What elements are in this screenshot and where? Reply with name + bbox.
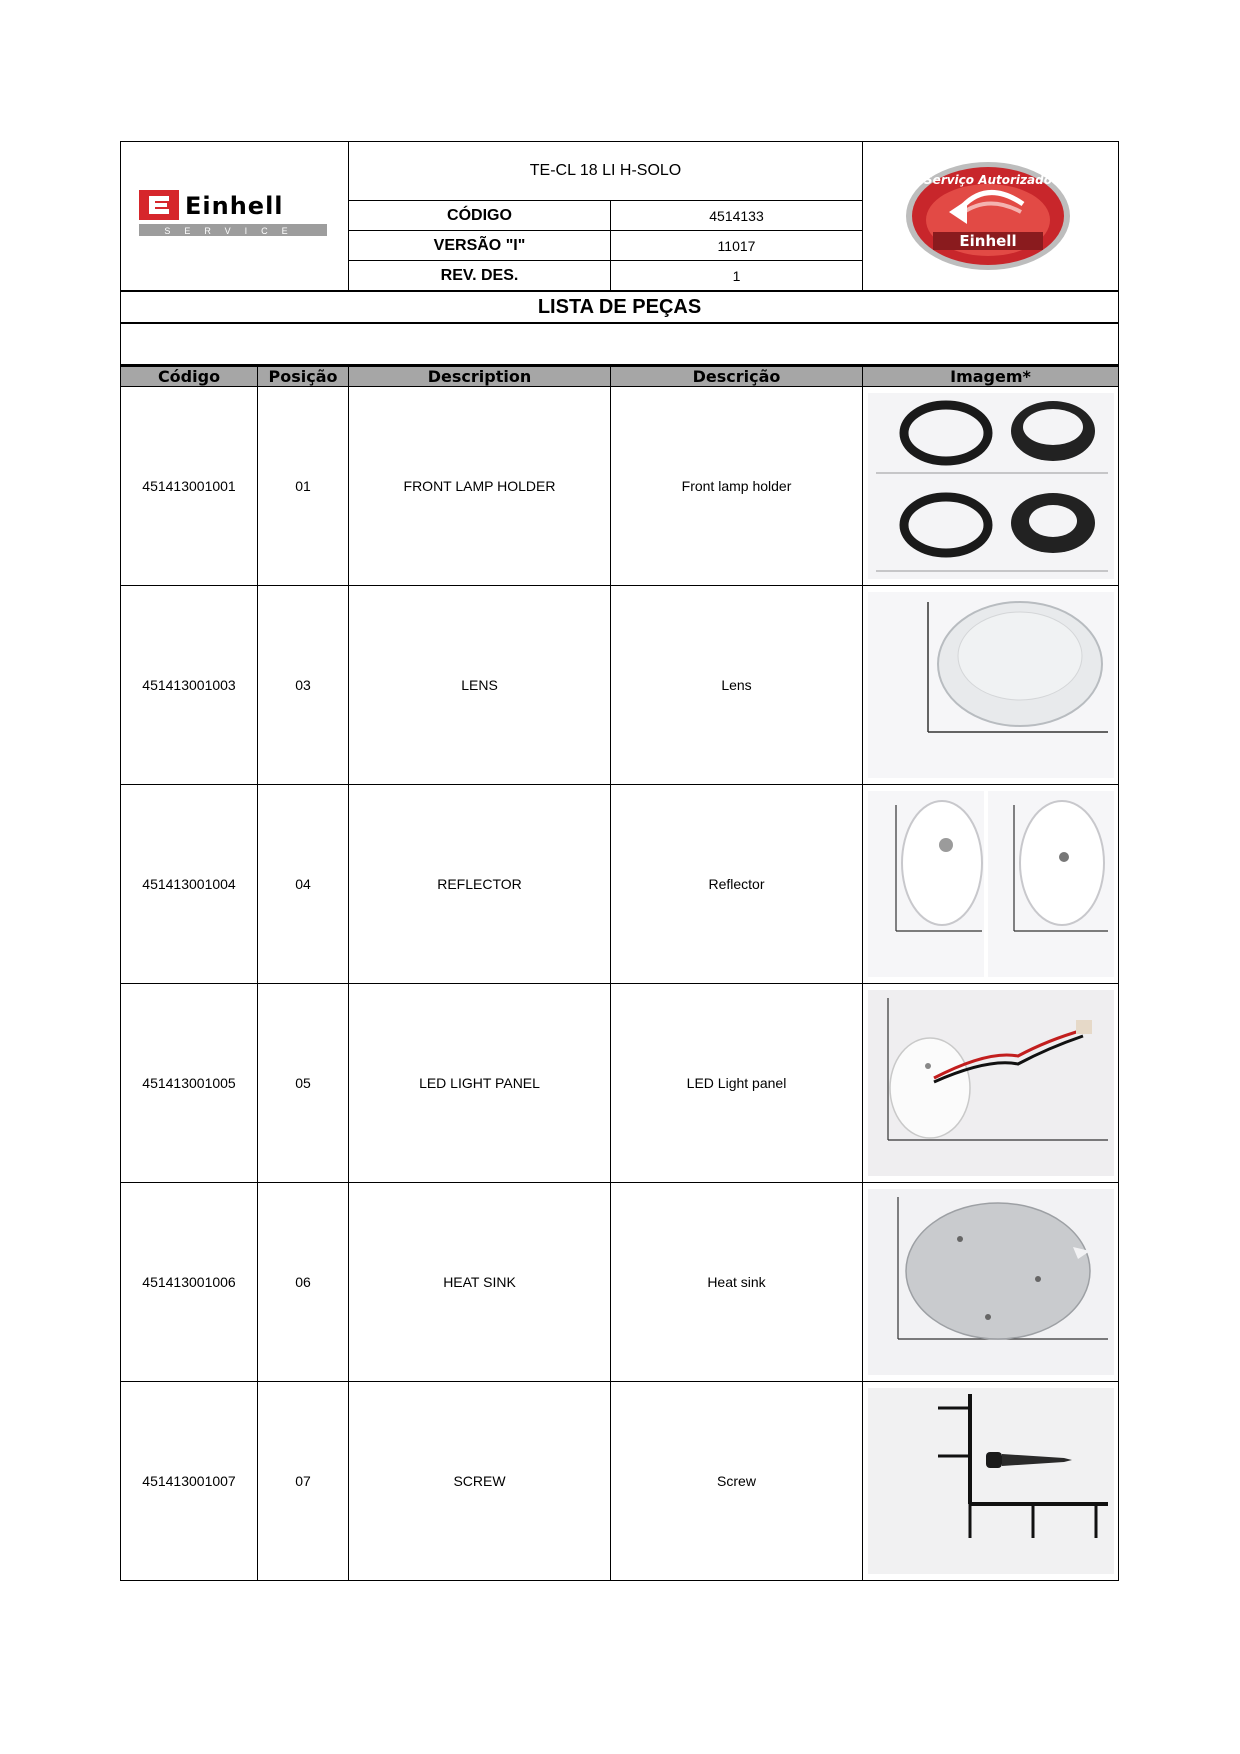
cell-image	[863, 984, 1119, 1183]
cell-descricao: Front lamp holder	[611, 387, 863, 586]
cell-posicao: 04	[258, 785, 349, 984]
cell-image	[863, 1183, 1119, 1382]
codigo-value: 4514133	[611, 201, 863, 231]
cell-description: SCREW	[349, 1382, 611, 1581]
led-panel-photo	[868, 990, 1114, 1176]
col-description: Description	[349, 367, 611, 387]
section-title: LISTA DE PEÇAS	[121, 291, 1119, 323]
cell-codigo: 451413001004	[121, 785, 258, 984]
cell-descricao: Heat sink	[611, 1183, 863, 1382]
cell-descricao: Reflector	[611, 785, 863, 984]
lens-photo	[868, 592, 1114, 778]
col-imagem: Imagem*	[863, 367, 1119, 387]
cell-posicao: 06	[258, 1183, 349, 1382]
cell-description: LENS	[349, 586, 611, 785]
table-row	[121, 984, 1119, 1183]
svg-text:Einhell: Einhell	[959, 232, 1017, 250]
heat-sink-photo	[868, 1189, 1114, 1375]
cell-image	[863, 1382, 1119, 1581]
cell-codigo: 451413001006	[121, 1183, 258, 1382]
cell-image	[863, 785, 1119, 984]
cell-descricao: Lens	[611, 586, 863, 785]
cell-posicao: 05	[258, 984, 349, 1183]
cell-posicao: 01	[258, 387, 349, 586]
servico-autorizado-badge	[903, 160, 1073, 272]
cell-description: FRONT LAMP HOLDER	[349, 387, 611, 586]
col-posicao: Posição	[258, 367, 349, 387]
cell-image	[863, 387, 1119, 586]
svg-text:Einhell: Einhell	[185, 192, 284, 220]
table-row	[121, 1382, 1119, 1581]
cell-codigo: 451413001001	[121, 387, 258, 586]
cell-codigo: 451413001007	[121, 1382, 258, 1581]
screw-photo	[868, 1388, 1114, 1574]
parts-header-row	[121, 367, 1119, 387]
front-lamp-holder-photo	[868, 393, 1114, 579]
cell-description: REFLECTOR	[349, 785, 611, 984]
codigo-label: CÓDIGO	[349, 201, 611, 231]
parts-table	[120, 366, 1119, 1581]
cell-codigo: 451413001005	[121, 984, 258, 1183]
cell-posicao: 03	[258, 586, 349, 785]
table-row	[121, 785, 1119, 984]
table-row	[121, 586, 1119, 785]
cell-image	[863, 586, 1119, 785]
cell-description: HEAT SINK	[349, 1183, 611, 1382]
svg-text:Serviço Autorizado: Serviço Autorizado	[924, 173, 1052, 187]
model-title: TE-CL 18 LI H-SOLO	[349, 142, 863, 201]
cell-codigo: 451413001003	[121, 586, 258, 785]
cell-description: LED LIGHT PANEL	[349, 984, 611, 1183]
badge-cell	[863, 142, 1119, 292]
reflector-photo	[868, 791, 1114, 977]
einhell-service-logo	[139, 190, 329, 242]
table-row	[121, 387, 1119, 586]
versao-label: VERSÃO "I"	[349, 231, 611, 261]
table-row	[121, 1183, 1119, 1382]
parts-sheet	[120, 141, 1118, 1581]
rev-value: 1	[611, 261, 863, 292]
brand-logo-cell	[121, 142, 349, 292]
col-codigo: Código	[121, 367, 258, 387]
rev-label: REV. DES.	[349, 261, 611, 292]
versao-value: 11017	[611, 231, 863, 261]
cell-descricao: Screw	[611, 1382, 863, 1581]
cell-descricao: LED Light panel	[611, 984, 863, 1183]
cell-posicao: 07	[258, 1382, 349, 1581]
blank-row	[121, 323, 1119, 365]
header-table	[120, 141, 1119, 366]
col-descricao: Descrição	[611, 367, 863, 387]
svg-text:SERVICE: SERVICE	[164, 226, 302, 236]
